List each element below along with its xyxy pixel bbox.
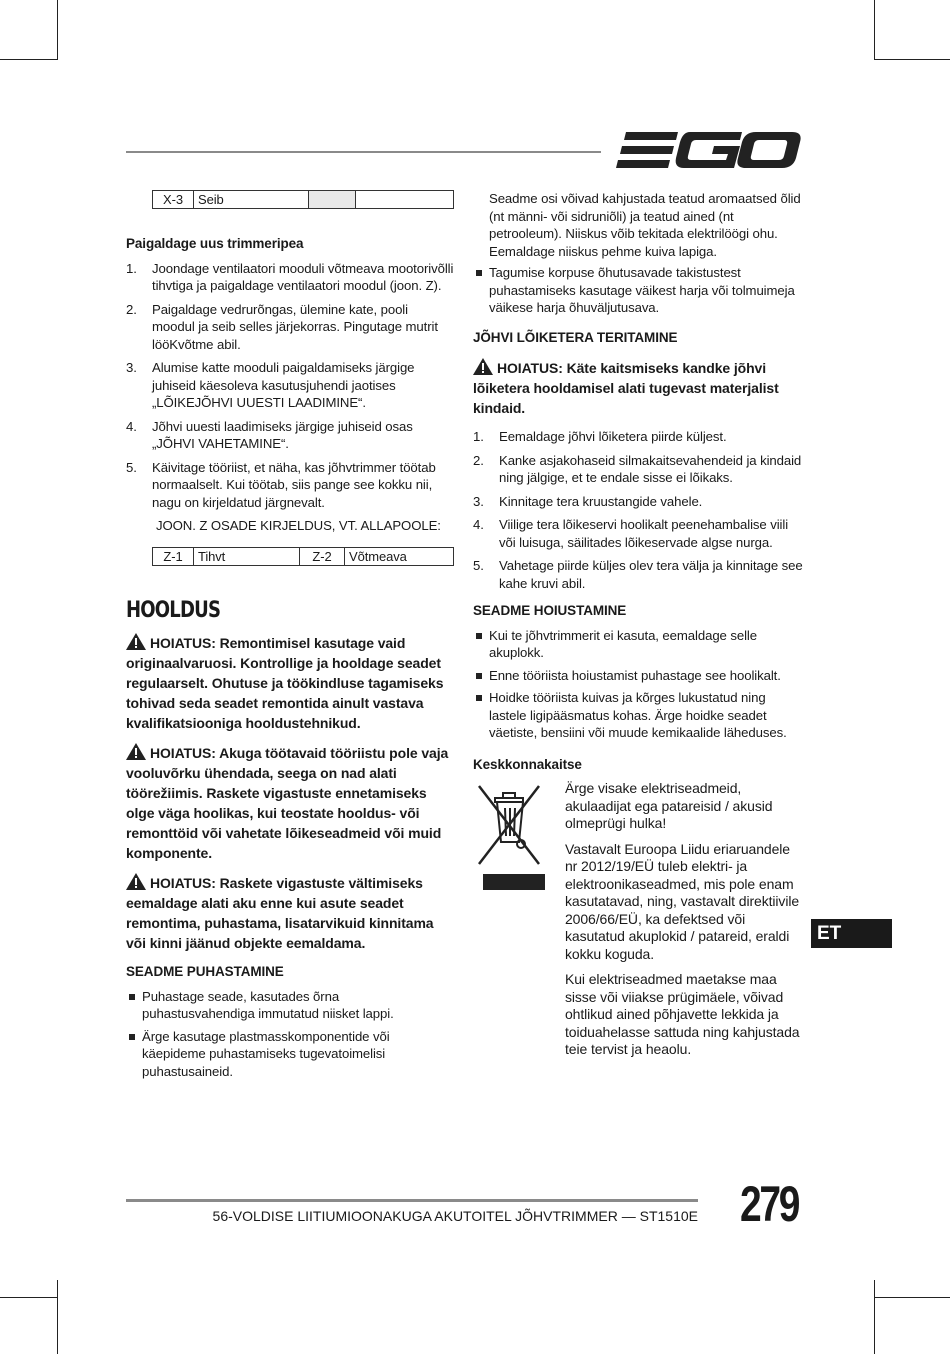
list-item: 4. Viilige tera lõikeservi hoolikalt peenehambalise viili või luisuga, säilitades lõikeservade algse nurga.: [473, 517, 789, 550]
environment-block: [473, 780, 803, 1067]
table-cell: [309, 191, 356, 209]
list-item: 3. Kinnitage tera kruustangide vahele.: [473, 493, 703, 509]
page-number: 279: [740, 1176, 799, 1232]
footer-title: 56-VOLDISE LIITIUMIOONAKUGA AKUTOITEL JÕHVTRIMMER — ST1510E: [212, 1208, 698, 1224]
parts-table-x: [152, 190, 454, 209]
cleaning-heading: SEADME PUHASTAMINE: [126, 964, 284, 979]
table-cell: Z-1: [153, 547, 194, 565]
table-cell: X-3: [153, 191, 194, 209]
left-column: [126, 190, 454, 1085]
warning-paragraph: HOIATUS: Käte kaitsmiseks kandke jõhvi lõiketera hooldamisel alati tugevast materjalist kindaid.: [473, 360, 779, 416]
language-tab: ET: [811, 919, 892, 948]
environment-paragraph: Ärge visake elektriseadmeid, akulaadijat ega patareisid / akusid olmeprügi hulka!: [565, 780, 773, 831]
warning-paragraph: HOIATUS: Akuga töötavaid tööriistu pole vaja vooluvõrku ühendada, seega on nad alati töörežiimis. Raskete vigastuste ennetamiseks olge väga hoolikas, kui teostate hooldus- või remonttöid või vahetate lõikeseadmeid või muid komponente.: [126, 745, 449, 861]
weee-bin-icon: [473, 780, 545, 892]
list-item: 2. Kanke asjakohaseid silmakaitsevahendeid ja kindaid ning jälgige, et te endale sisse ei lõikaks.: [473, 452, 802, 485]
parts-table-z: [152, 547, 454, 566]
sharpening-steps: [473, 428, 803, 592]
table-cell: Seib: [194, 191, 309, 209]
table-cell: [356, 191, 454, 209]
warning-paragraph: HOIATUS: Remontimisel kasutage vaid originaalvaruosi. Kontrollige ja hooldage seadet regulaarselt. Ohutuse ja töökindluse tagamiseks tohivad seda seadet remontida ainult vastava kvalifikatsiooniga hooldustehnikud.: [126, 635, 444, 731]
list-item: Puhastage seade, kasutades õrna puhastusvahendiga immutatud niisket lappi.: [126, 988, 454, 1023]
list-item: Kui te jõhvtrimmerit ei kasuta, eemaldage selle akuplokk.: [473, 627, 803, 662]
list-item: Enne tööriista hoiustamist puhastage see hoolikalt.: [473, 667, 803, 685]
brand-text: EGO: [616, 128, 619, 129]
storage-heading: SEADME HOIUSTAMINE: [473, 603, 627, 618]
footer-rule: [126, 1199, 698, 1202]
environment-paragraph: Kui elektriseadmed maetakse maa sisse või viiakse prügimäele, võivad ohtlikud ained põhjavette lekkida ja toiduahelasse sattuda ning kahjustada teie tervist ja heaolu.: [565, 971, 800, 1057]
list-item: 5. Käivitage tööriist, et näha, kas jõhvtrimmer töötab normaalselt. Kui töötab, siis pange see kokku nii, nagu on kirjeldatud järgnevalt.: [126, 459, 436, 510]
header-rule: [126, 151, 601, 153]
figure-caption: JOON. Z OSADE KIRJELDUS, VT. ALLAPOOLE:: [156, 518, 441, 533]
warning-paragraph: HOIATUS: Raskete vigastuste vältimiseks eemaldage alati aku enne kui asute seadet remontima, puhastama, lisatarvikuid kinnitama või kinni jäänud objekte eemaldama.: [126, 875, 434, 951]
list-item: 2. Paigaldage vedrurõngas, ülemine kate, pooli moodul ja seib selles järjekorras. Pingutage mutrit lööKvõtme abil.: [126, 301, 438, 352]
cleaning-bullets: [126, 988, 454, 1081]
section-title: HOOLDUS: [126, 597, 221, 623]
cleaning-extra-bullet: [473, 264, 803, 317]
list-item: 3. Alumise katte mooduli paigaldamiseks järgige juhiseid käesoleva kasutusjuhendi jaotises „LÕIKEJÕHVI UUESTI LAADIMINE“.: [126, 360, 415, 410]
list-item: 4. Jõhvi uuesti laadimiseks järgige juhiseid osas „JÕHVI VAHETAMINE“.: [126, 418, 413, 451]
warning-icon: [126, 873, 146, 890]
install-heading: Paigaldage uus trimmeripea: [126, 236, 304, 251]
list-item: 1. Eemaldage jõhvi lõiketera piirde küljest.: [473, 429, 727, 444]
list-item: 1. Joondage ventilaatori mooduli võtmeava mootorivõlli tihvtiga ja paigaldage ventilaatori moodul (joon. Z).: [126, 260, 454, 293]
list-item: Ärge kasutage plastmasskomponentide või käepideme puhastamiseks tugevatoimelisi puhastusaineid.: [126, 1028, 454, 1081]
warning-icon: [126, 743, 146, 760]
warning-icon: [126, 633, 146, 650]
right-column: [473, 190, 803, 1067]
environment-paragraph: Vastavalt Euroopa Liidu eriaruandele nr 2012/19/EÜ tuleb elektri- ja elektroonikaseadmed, mis pole enam kasutatavad, ning, vastavalt direktiivile 2006/66/EÜ, ka defektsed või kasutatud akuplokid / patareid, eraldi kokku koguda.: [565, 840, 800, 962]
storage-bullets: [473, 627, 803, 742]
list-item: Tagumise korpuse õhutusavade takistustest puhastamiseks kasutage väikest harja või tolmuimeja väikese harja õhuväljutusava.: [473, 264, 803, 317]
sharpening-heading: JÕHVI LÕIKETERA TERITAMINE: [473, 329, 678, 345]
list-item: 5. Vahetage piirde küljes olev tera välja ja kinnitage see kahe kruvi abil.: [473, 558, 803, 591]
table-cell: Z-2: [300, 547, 345, 565]
cleaning-continuation: Seadme osi võivad kahjustada teatud aromaatsed õlid (nt männi- või sidruniõli) ja teatud ained (nt petrooleum). Niiskus võib tekitada elektrilöögi ohu. Eemaldage niiskus pehme kuiva lapiga.: [489, 191, 801, 259]
warning-icon: [473, 358, 493, 375]
install-steps: [126, 260, 454, 512]
list-item: Hoidke tööriista kuivas ja kõrges lukustatud ning lastele ligipääsmatus kohas. Ärge hoidke seadet väetiste, bensiini või muude kemikaalide läheduses.: [473, 689, 803, 742]
environment-heading: Keskkonnakaitse: [473, 756, 582, 772]
table-cell: Tihvt: [194, 547, 300, 565]
ego-logo: [616, 128, 801, 172]
table-cell: Võtmeava: [345, 547, 454, 565]
